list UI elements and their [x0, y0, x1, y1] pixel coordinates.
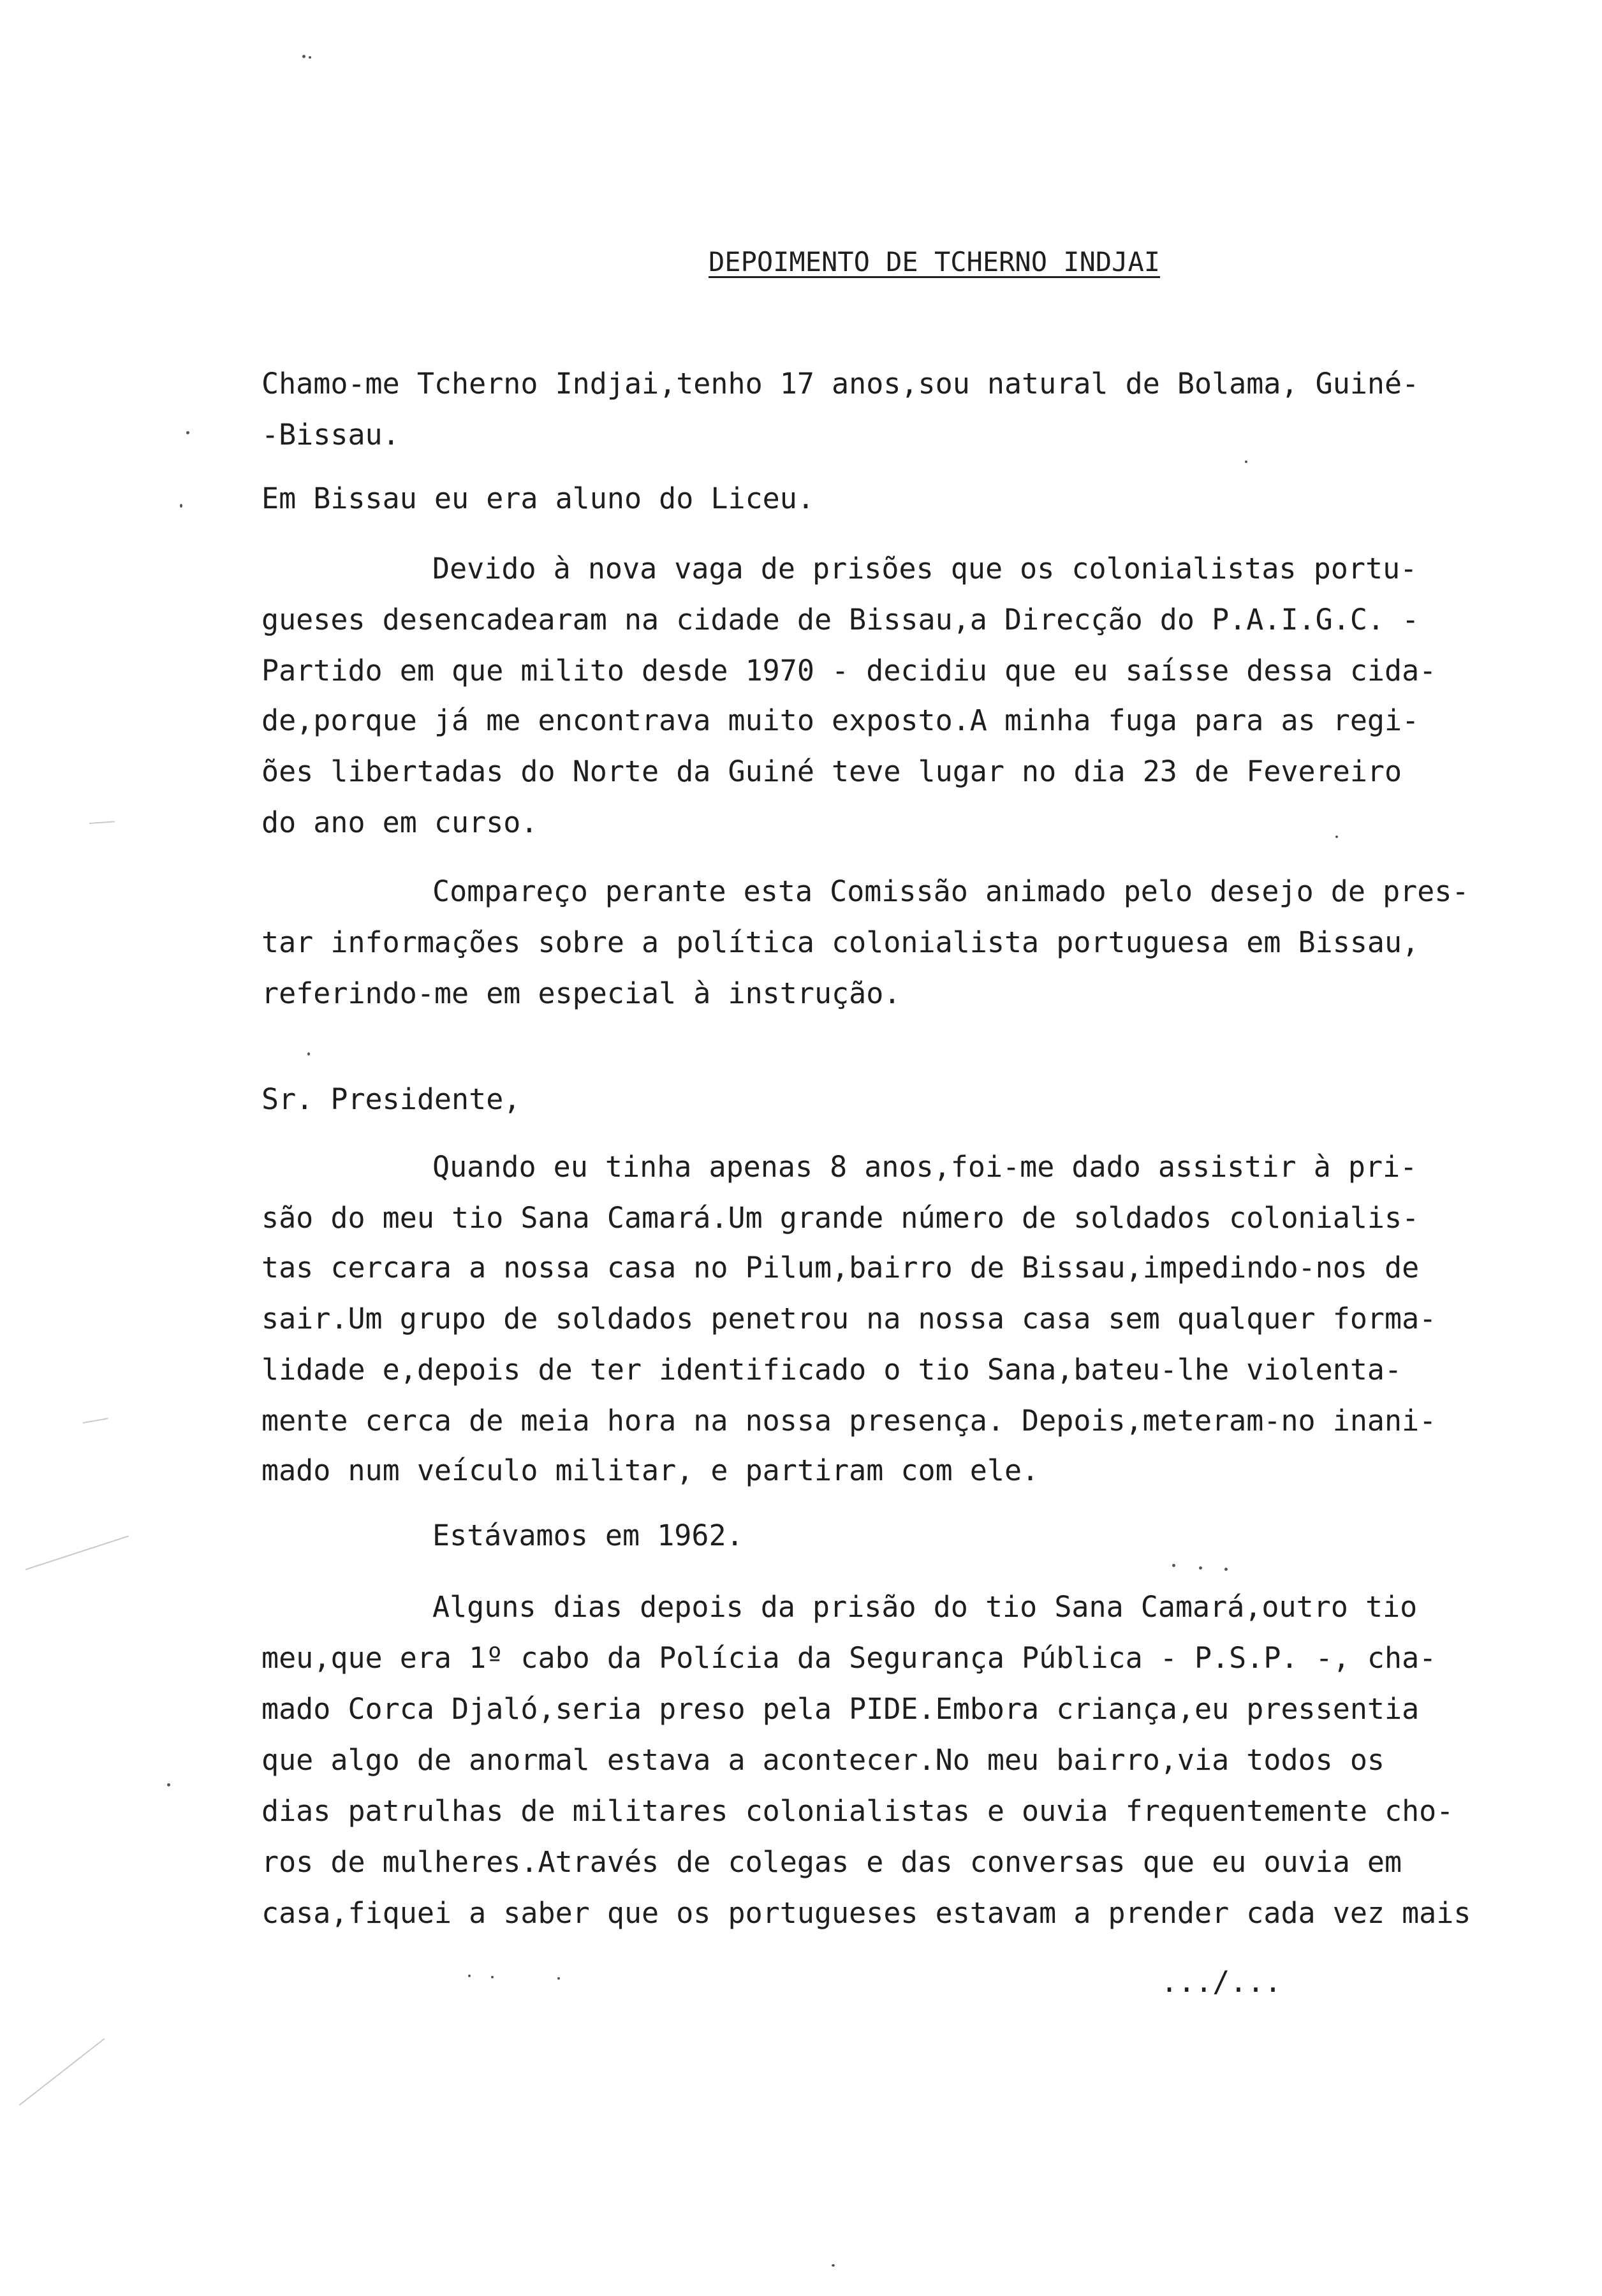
scan-scratch [83, 1418, 108, 1424]
scan-speck [167, 1783, 170, 1786]
text-line: mente cerca de meia hora na nossa presença. Depois,meteram-no inani- [261, 1404, 1437, 1438]
scan-speck [1224, 1568, 1228, 1571]
scan-scratch [18, 2038, 105, 2106]
text-line: referindo-me em especial à instrução. [261, 976, 901, 1010]
scan-speck [491, 1976, 494, 1978]
text-line: lidade e,depois de ter identificado o tio Sana,bateu-lhe violenta- [261, 1353, 1402, 1387]
salutation: Sr. Presidente, [261, 1082, 521, 1116]
continuation-mark: .../... [1161, 1965, 1282, 1999]
scan-speck [309, 56, 311, 59]
text-line: que algo de anormal estava a acontecer.No meu bairro,via todos os [261, 1743, 1385, 1777]
text-line: Compareço perante esta Comissão animado pelo desejo de pres- [432, 874, 1469, 908]
scan-speck [1172, 1564, 1175, 1567]
text-line: mado num veículo militar, e partiram com ele. [261, 1453, 1040, 1487]
scan-speck [186, 431, 189, 434]
text-line: ros de mulheres.Através de colegas e das conversas que eu ouvia em [261, 1845, 1402, 1879]
text-line: sair.Um grupo de soldados penetrou na nossa casa sem qualquer forma- [261, 1302, 1437, 1336]
document-title: DEPOIMENTO DE TCHERNO INDJAI [709, 246, 1161, 277]
text-line: Estávamos em 1962. [432, 1519, 744, 1552]
scan-speck [832, 2264, 835, 2267]
scan-speck [468, 1975, 471, 1977]
text-line: casa,fiquei a saber que os portugueses estavam a prender cada vez mais [261, 1896, 1471, 1930]
text-line: Quando eu tinha apenas 8 anos,foi-me dado assistir à pri- [432, 1150, 1418, 1184]
text-line: meu,que era 1º cabo da Polícia da Segurança Pública - P.S.P. -, cha- [261, 1641, 1437, 1675]
text-line: mado Corca Djaló,seria preso pela PIDE.Embora criança,eu pressentia [261, 1692, 1420, 1726]
scan-speck [1199, 1566, 1202, 1570]
text-line: são do meu tio Sana Camará.Um grande número de soldados colonialis- [261, 1201, 1420, 1235]
text-line: tar informações sobre a política colonialista portuguesa em Bissau, [261, 925, 1420, 959]
text-line: -Bissau. [261, 418, 400, 452]
text-line: do ano em curso. [261, 806, 538, 839]
scan-speck [302, 55, 305, 58]
scan-scratch [89, 821, 115, 824]
text-line: gueses desencadearam na cidade de Bissau,a Direcção do P.A.I.G.C. - [261, 603, 1420, 637]
text-line: dias patrulhas de militares colonialistas e ouvia frequentemente cho- [261, 1794, 1454, 1828]
scan-speck [1245, 460, 1247, 463]
text-line: Chamo-me Tcherno Indjai,tenho 17 anos,sou natural de Bolama, Guiné- [261, 367, 1420, 401]
scan-speck [180, 504, 182, 508]
scan-scratch [26, 1536, 129, 1570]
text-line: Devido à nova vaga de prisões que os colonialistas portu- [432, 552, 1418, 585]
scan-speck [557, 1977, 560, 1980]
scan-speck [307, 1052, 310, 1056]
text-line: de,porque já me encontrava muito exposto.A minha fuga para as regi- [261, 703, 1420, 737]
scan-speck [1335, 835, 1338, 838]
text-line: Partido em que milito desde 1970 - decidiu que eu saísse dessa cida- [261, 654, 1437, 688]
text-line: Em Bissau eu era aluno do Liceu. [261, 482, 814, 515]
text-line: tas cercara a nossa casa no Pilum,bairro de Bissau,impedindo-nos de [261, 1251, 1420, 1284]
text-line: Alguns dias depois da prisão do tio Sana Camará,outro tio [432, 1590, 1418, 1624]
text-line: ões libertadas do Norte da Guiné teve lugar no dia 23 de Fevereiro [261, 754, 1402, 788]
